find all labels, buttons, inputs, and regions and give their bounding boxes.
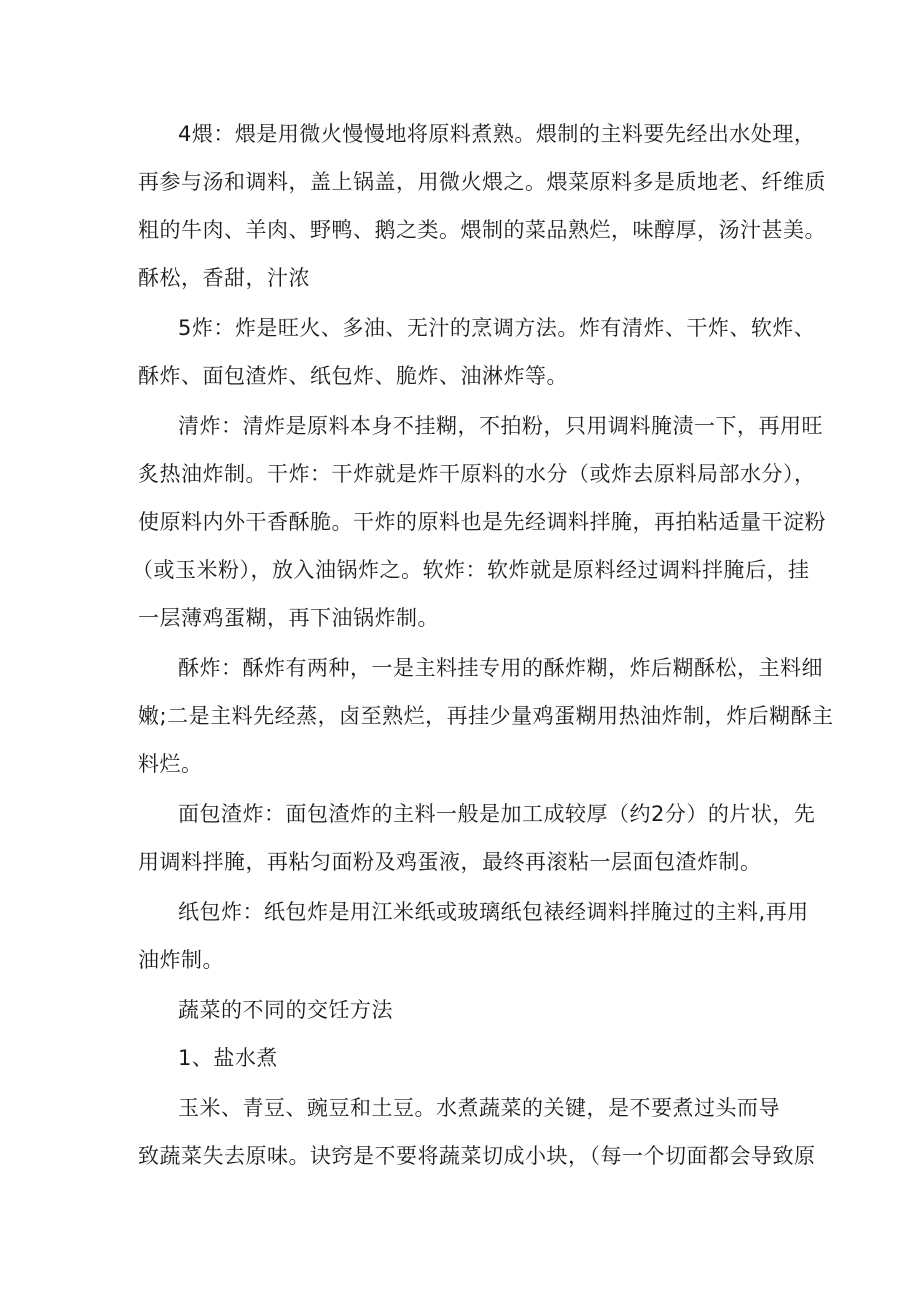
text-line-8: 炙热油炸制。干炸：干炸就是炸干原料的水分（或炸去原料局部水分）， [138, 462, 816, 486]
text-line-6: 酥炸、面包渣炸、纸包炸、脆炸、油淋炸等。 [138, 364, 568, 388]
text-line-13: 嫩;二是主料先经蒸，卤至熟烂，再挂少量鸡蛋糊用热油炸制，炸后糊酥主 [138, 704, 834, 728]
text-line-5: 5炸：炸是旺火、多油、无汁的烹调方法。炸有清炸、干炸、软炸、 [178, 316, 816, 340]
subsection-heading: 1、盐水煮 [178, 1046, 278, 1070]
text-line-10: （或玉米粉），放入油锅炸之。软炸：软炸就是原料经过调料拌腌后，挂 [132, 558, 810, 582]
text-line-18: 油炸制。 [138, 948, 224, 972]
text-line-22: 致蔬菜失去原味。诀窍是不要将蔬菜切成小块，（每一个切面都会导致原 [138, 1144, 816, 1168]
text-line-16: 用调料拌腌，再粘匀面粉及鸡蛋液，最终再滚粘一层面包渣炸制。 [138, 850, 762, 874]
section-heading: 蔬菜的不同的交饪方法 [178, 998, 393, 1022]
text-line-9: 使原料内外干香酥脆。干炸的原料也是先经调料拌腌，再拍粘适量干淀粉 [138, 510, 826, 534]
text-line-4: 酥松，香甜，汁浓 [138, 266, 310, 290]
text-line-21: 玉米、青豆、豌豆和土豆。水煮蔬菜的关键，是不要煮过头而导 [178, 1096, 780, 1120]
text-line-11: 一层薄鸡蛋糊，再下油锅炸制。 [138, 606, 439, 630]
text-line-3: 粗的牛肉、羊肉、野鸭、鹅之类。煨制的菜品熟烂，味醇厚，汤汁甚美。 [138, 218, 826, 242]
text-line-14: 料烂。 [138, 752, 203, 776]
text-line-12: 酥炸：酥炸有两种，一是主料挂专用的酥炸糊，炸后糊酥松，主料细 [178, 656, 823, 680]
text-line-17: 纸包炸：纸包炸是用江米纸或玻璃纸包裱经调料拌腌过的主料,再用 [178, 900, 809, 924]
text-line-1: 4煨：煨是用微火慢慢地将原料煮熟。煨制的主料要先经出水处理， [178, 122, 816, 146]
text-line-2: 再参与汤和调料，盖上锅盖，用微火煨之。煨菜原料多是质地老、纤维质 [138, 170, 826, 194]
text-line-15: 面包渣炸：面包渣炸的主料一般是加工成较厚（约2分）的片状，先 [178, 802, 816, 826]
text-line-7: 清炸：清炸是原料本身不挂糊，不拍粉，只用调料腌渍一下，再用旺 [178, 414, 823, 438]
